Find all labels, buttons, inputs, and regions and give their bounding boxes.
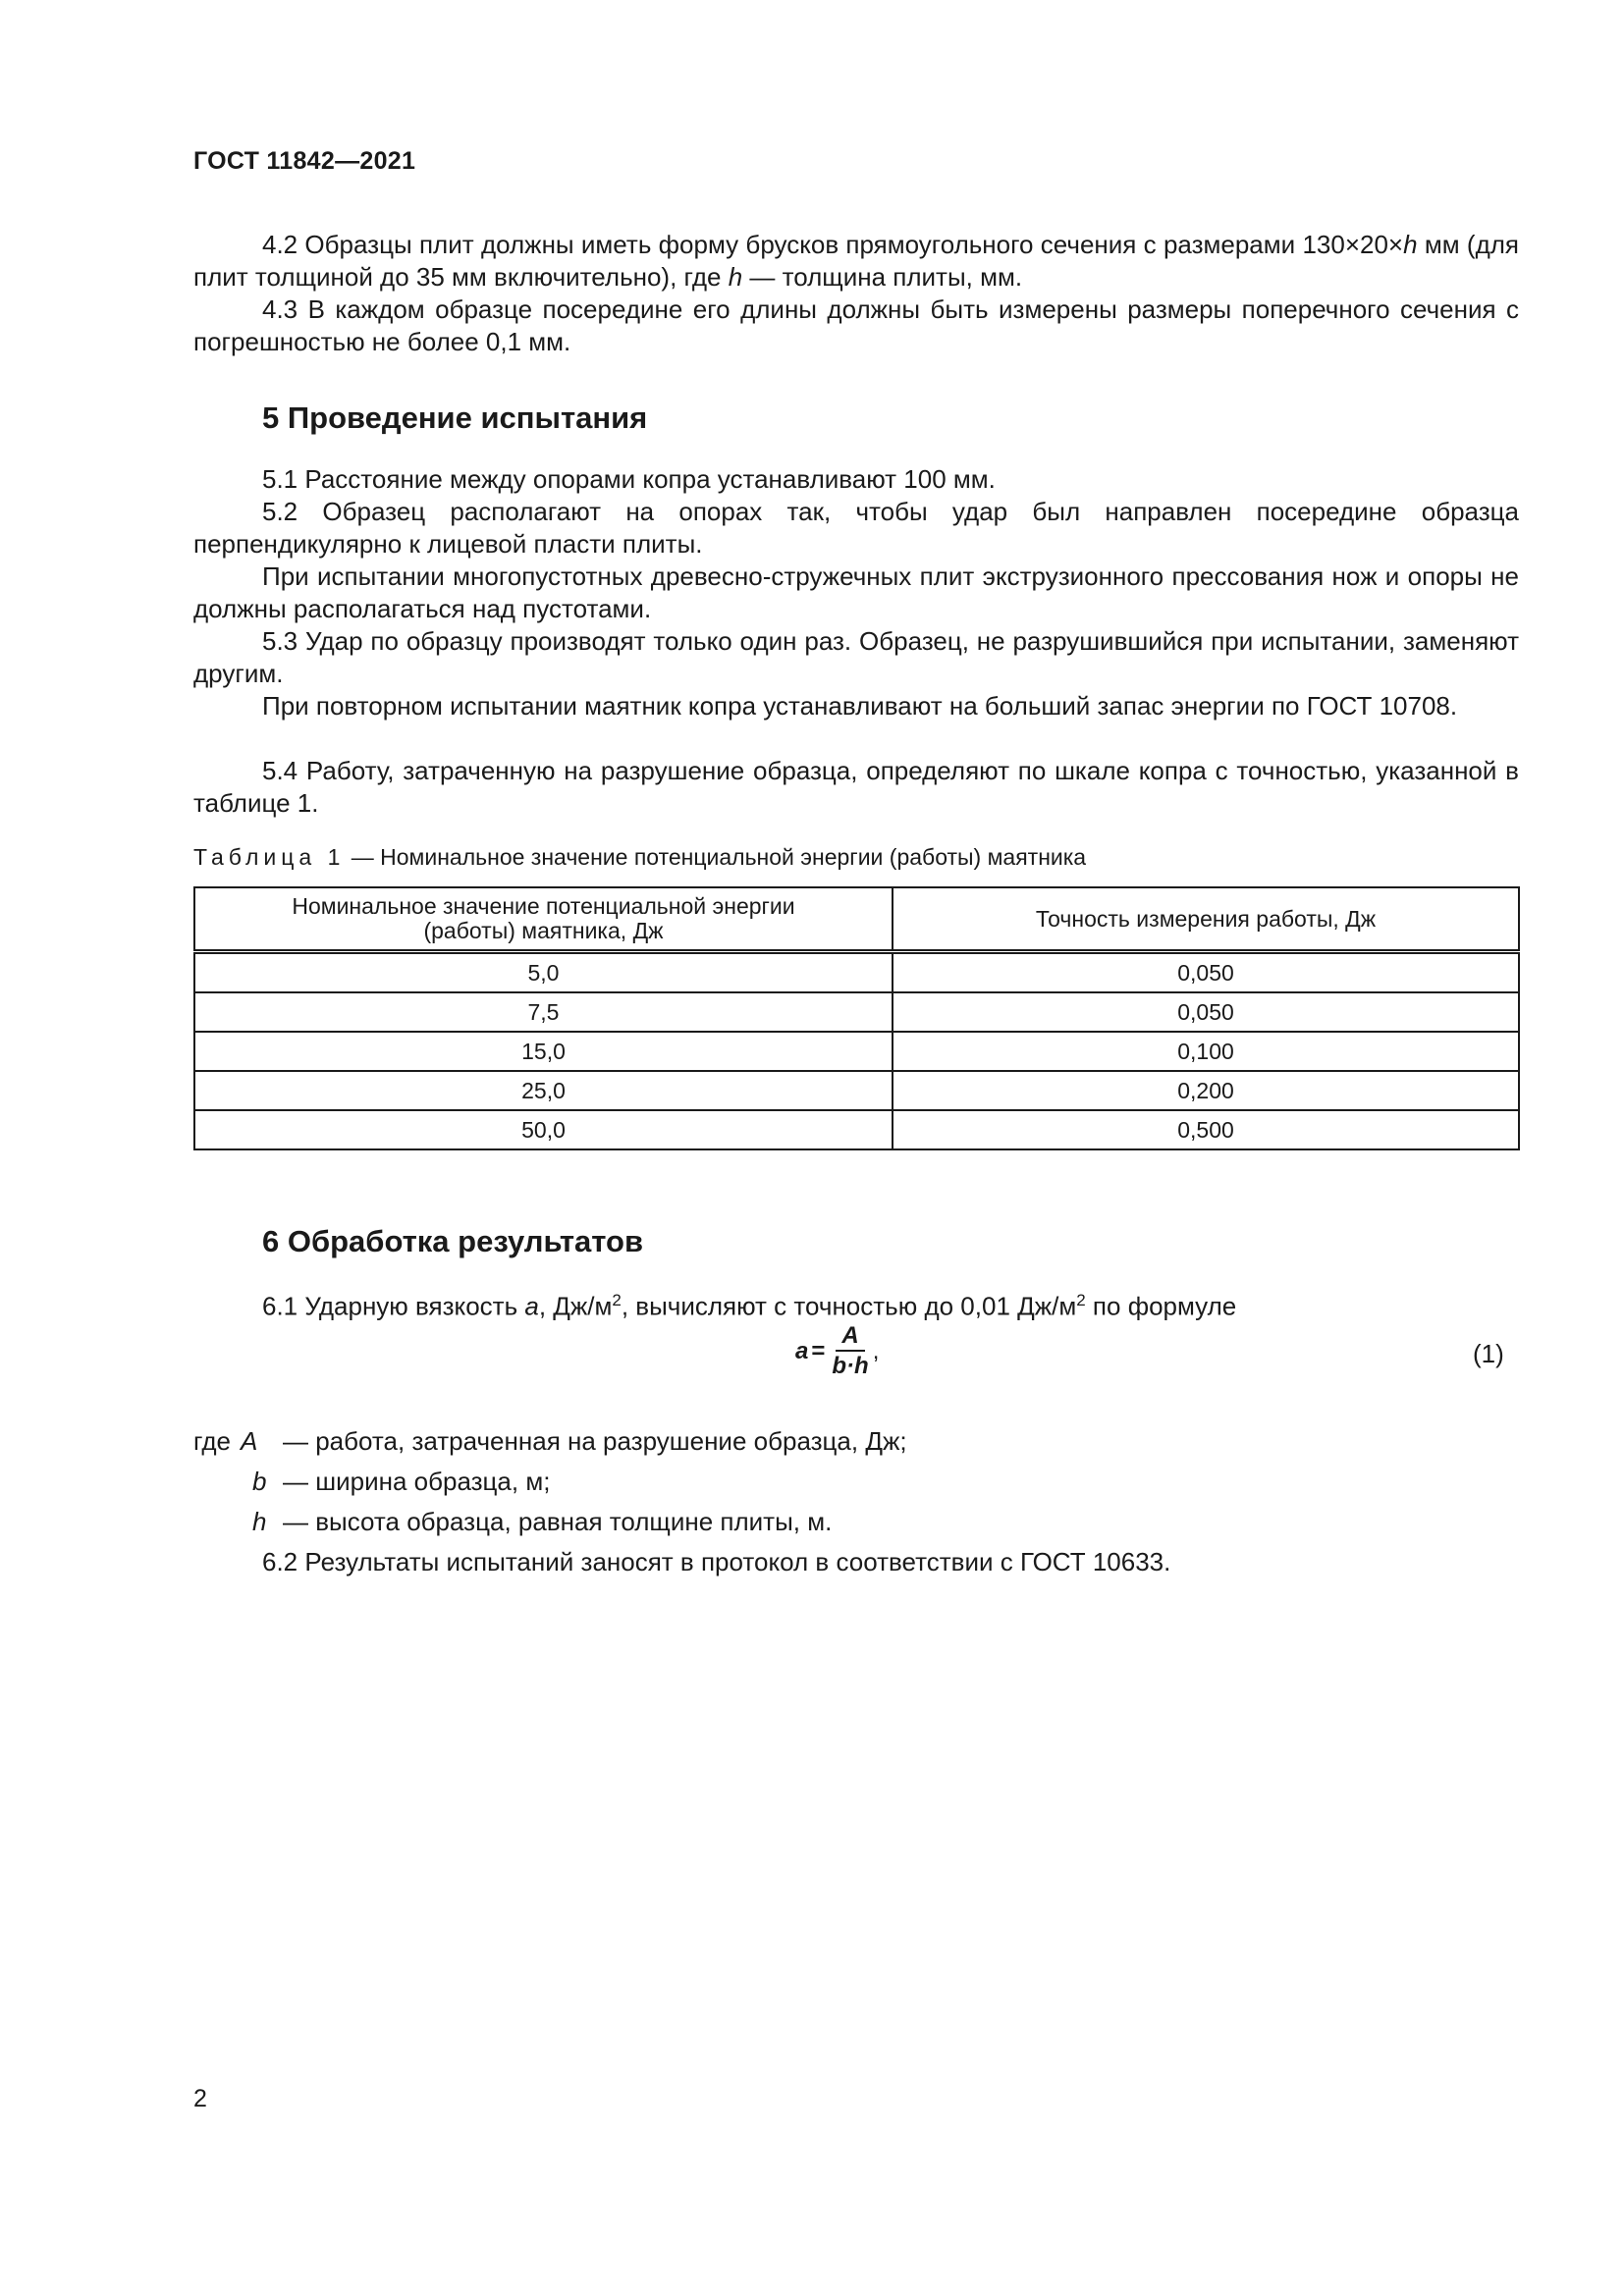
legend-description: — ширина образца, м; [283, 1467, 551, 1496]
table-cell: 0,200 [893, 1071, 1519, 1110]
legend-description: — высота образца, равная толщине плиты, м. [283, 1507, 833, 1536]
legend-symbol: b [252, 1467, 267, 1496]
table-cell: 7,5 [194, 992, 893, 1032]
table-cell: 0,050 [893, 952, 1519, 993]
where-label: где [193, 1426, 231, 1456]
paragraph-4-2: 4.2 Образцы плит должны иметь форму брусков прямоугольного сечения с размерами 130×20×h мм (для плит толщиной до 35 мм включительно), где h — толщина плиты, мм. [193, 230, 1519, 292]
table-row [194, 952, 1519, 993]
table-row [194, 992, 1519, 1032]
paragraph-6-1: 6.1 Ударную вязкость a, $Дж/м^2$, вычисляют с точностью до 0,01 $Дж/м^2$ по формуле [262, 1291, 1237, 1321]
standard-header: ГОСТ 11842—2021 [193, 147, 416, 175]
energy-table [193, 886, 1520, 1150]
table-cell: 5,0 [194, 952, 893, 993]
paragraph-6-2: 6.2 Результаты испытаний заносят в протокол в соответствии с ГОСТ 10633. [262, 1547, 1171, 1576]
formula-fraction: $\frac{A}{b\cdot h}$ [832, 1322, 869, 1379]
legend-symbol: A [241, 1426, 258, 1456]
table-cell: 15,0 [194, 1032, 893, 1071]
formula-number: (1) [1473, 1339, 1504, 1368]
legend-symbol: h [252, 1507, 267, 1536]
section-6-title: 6 Обработка результатов [262, 1224, 644, 1258]
section-5-title: 5 Проведение испытания [262, 400, 648, 435]
paragraph-5-2-note: При испытании многопустотных древесно-стружечных плит экструзионного прессования нож и опоры не должны располагаться над пустотами. [193, 561, 1519, 623]
paragraph-5-4: 5.4 Работу, затраченную на разрушение образца, определяют по шкале копра с точностью, указанной в таблице 1. [193, 756, 1519, 818]
table-cell: 0,500 [893, 1110, 1519, 1149]
table-caption: Таблица 1 — Номинальное значение потенциальной энергии (работы) маятника [193, 844, 1087, 870]
paragraph-5-2: 5.2 Образец располагают на опорах так, чтобы удар был направлен посередине образца перпендикулярно к лицевой пласти плиты. [193, 497, 1519, 559]
impact-formula: a = $\frac{A}{b\cdot h}$ , [795, 1322, 880, 1379]
table-header-energy: Номинальное значение потенциальной энергии (работы) маятника, Дж [194, 887, 893, 952]
table-row [194, 1032, 1519, 1071]
paragraph-4-3: 4.3 В каждом образце посередине его длины должны быть измерены размеры поперечного сечения с погрешностью не более 0,1 мм. [193, 294, 1519, 356]
table-header-accuracy: Точность измерения работы, Дж [893, 887, 1519, 952]
table-row [194, 1110, 1519, 1149]
table-cell: 50,0 [194, 1110, 893, 1149]
table-cell: 25,0 [194, 1071, 893, 1110]
table-cell: 0,100 [893, 1032, 1519, 1071]
table-row [194, 1071, 1519, 1110]
page-number: 2 [193, 2085, 207, 2112]
paragraph-5-3-note: При повторном испытании маятник копра устанавливают на больший запас энергии по ГОСТ 10708. [262, 691, 1458, 721]
table-cell: 0,050 [893, 992, 1519, 1032]
paragraph-5-1: 5.1 Расстояние между опорами копра устанавливают 100 мм. [262, 464, 996, 494]
paragraph-5-3: 5.3 Удар по образцу производят только один раз. Образец, не разрушившийся при испытании, заменяют другим. [193, 626, 1519, 688]
legend-description: — работа, затраченная на разрушение образца, Дж; [283, 1426, 907, 1456]
